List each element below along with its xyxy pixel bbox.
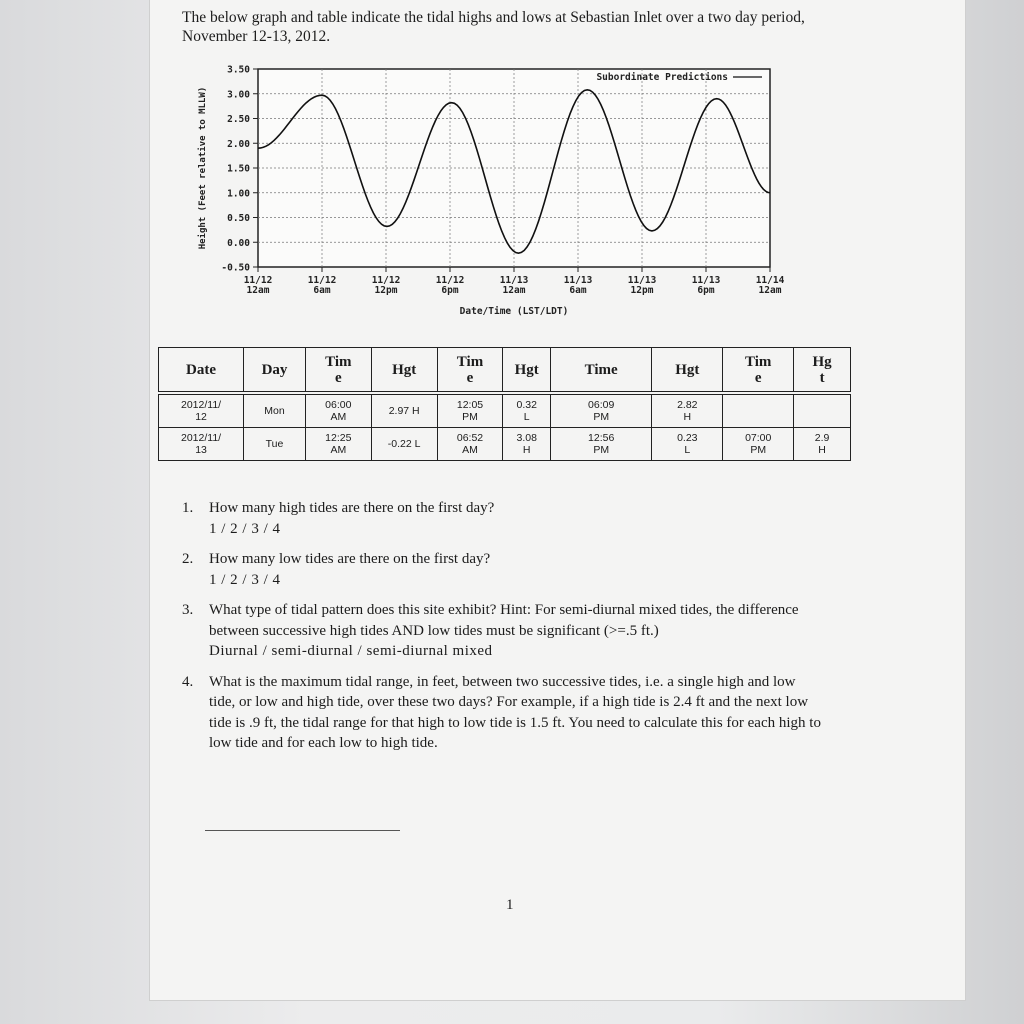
y-tick-label: -0.50 [221, 262, 250, 274]
x-tick-label: 12pm [630, 285, 654, 296]
tide-table [158, 347, 851, 461]
header-hgt-4: Hg t [794, 348, 851, 394]
question-1-options: 1 / 2 / 3 / 4 [209, 520, 281, 537]
cell-time-4: 07:00 PM [723, 428, 794, 461]
cell-hgt-4: 2.9 H [794, 428, 851, 461]
y-tick-label: 0.00 [227, 237, 250, 249]
question-3: 3. What type of tidal pattern does this site exhibit? Hint: For semi-diurnal mixed tides, the difference between successive high tides AND low tides must be significant (>=.5 ft.) [182, 602, 799, 639]
cell-hgt-2: 3.08 H [503, 428, 551, 461]
x-tick-label: 6am [569, 285, 587, 296]
cell-hgt-2: 0.32 L [503, 393, 551, 428]
question-4: 4. What is the maximum tidal range, in feet, between two successive tides, i.e. a single high and low tide, or low and high tide, over these two days? For example, if a high tide is 2.4 ft and the next low tide is .9 ft, the tidal range for that high to low tide is 1.5 ft. You need to calculate this for each high to low tide and for each low to high tide. [182, 673, 821, 751]
cell-time-2: 12:05 PM [437, 393, 503, 428]
answer-line [205, 830, 400, 831]
question-2: 2. How many low tides are there on the first day? [182, 551, 491, 567]
header-hgt-2: Hgt [503, 348, 551, 394]
x-axis-label: Date/Time (LST/LDT) [459, 306, 569, 317]
cell-day: Mon [244, 393, 306, 428]
cell-time-2: 06:52 AM [437, 428, 503, 461]
cell-date: 2012/11/ 12 [159, 393, 244, 428]
y-axis-label: Height (Feet relative to MLLW) [198, 86, 208, 250]
question-1: 1. How many high tides are there on the first day? [182, 500, 495, 516]
page-number: 1 [506, 897, 514, 913]
header-time-4: Tim e [723, 348, 794, 394]
question-text: What type of tidal pattern does this site exhibit? Hint: For semi-diurnal mixed tides, the difference between successive high tides AND low tides must be significant (>=.5 ft.) [209, 602, 799, 639]
header-day: Day [244, 348, 306, 394]
table-row [159, 393, 851, 428]
x-tick-label: 6pm [441, 285, 459, 296]
cell-hgt-1: 2.97 H [371, 393, 437, 428]
header-time-3: Time [551, 348, 652, 394]
header-date: Date [159, 348, 244, 394]
question-3-options: Diurnal / semi-diurnal / semi-diurnal mixed [209, 643, 493, 659]
y-tick-label: 1.00 [227, 188, 250, 200]
x-tick-label: 11/12 [435, 275, 465, 286]
cell-hgt-1: -0.22 L [371, 428, 437, 461]
x-tick-label: 11/12 [371, 275, 401, 286]
y-tick-label: 2.50 [227, 114, 250, 125]
y-tick-label: 1.50 [227, 163, 250, 175]
x-tick-label: 11/14 [755, 275, 785, 286]
question-text: What is the maximum tidal range, in feet, between two successive tides, i.e. a single high and low tide, or low and high tide, over these two days? For example, if a high tide is 2.4 ft and the next low tide is .9 ft, the tidal range for that high to low tide is 1.5 ft. You need to calculate this for each high to low tide and for each low to high tide. [209, 673, 821, 751]
x-tick-label: 11/13 [563, 275, 593, 286]
header-hgt-3: Hgt [652, 348, 723, 394]
header-time-1: Tim e [305, 348, 371, 394]
header-hgt-1: Hgt [371, 348, 437, 394]
x-tick-label: 11/13 [627, 275, 657, 286]
header-time-2: Tim e [437, 348, 503, 394]
cell-hgt-3: 0.23 L [652, 428, 723, 461]
x-tick-label: 11/13 [499, 275, 529, 286]
cell-date: 2012/11/ 13 [159, 428, 244, 461]
tide-chart-svg [180, 55, 800, 325]
x-tick-label: 12am [502, 285, 526, 296]
x-tick-label: 12am [758, 285, 782, 296]
x-tick-label: 12pm [374, 285, 398, 296]
cell-hgt-3: 2.82 H [652, 393, 723, 428]
y-tick-label: 0.50 [227, 213, 250, 224]
question-text: How many low tides are there on the first day? [209, 551, 491, 567]
cell-time-1: 06:00 AM [305, 393, 371, 428]
question-text: How many high tides are there on the first day? [209, 500, 495, 516]
x-tick-label: 6am [313, 285, 331, 296]
cell-hgt-4 [794, 393, 851, 428]
y-tick-label: 2.00 [227, 138, 250, 150]
cell-time-3: 12:56 PM [551, 428, 652, 461]
x-tick-label: 11/12 [307, 275, 337, 286]
question-2-options: 1 / 2 / 3 / 4 [209, 571, 281, 588]
legend-label: Subordinate Predictions [596, 72, 728, 83]
cell-time-3: 06:09 PM [551, 393, 652, 428]
table-header-row [159, 348, 851, 394]
x-tick-label: 12am [246, 285, 270, 296]
x-tick-label: 11/13 [691, 275, 721, 286]
cell-time-4 [723, 393, 794, 428]
table-row [159, 428, 851, 461]
x-tick-label: 6pm [697, 285, 715, 296]
y-tick-label: 3.00 [227, 89, 250, 101]
tide-chart [180, 55, 800, 325]
y-tick-label: 3.50 [227, 64, 250, 76]
cell-time-1: 12:25 AM [305, 428, 371, 461]
intro-text: The below graph and table indicate the tidal highs and lows at Sebastian Inlet over a two day period, November 12-13, 2012. [182, 9, 805, 45]
x-tick-label: 11/12 [243, 275, 273, 286]
questions [182, 498, 822, 754]
cell-day: Tue [244, 428, 306, 461]
